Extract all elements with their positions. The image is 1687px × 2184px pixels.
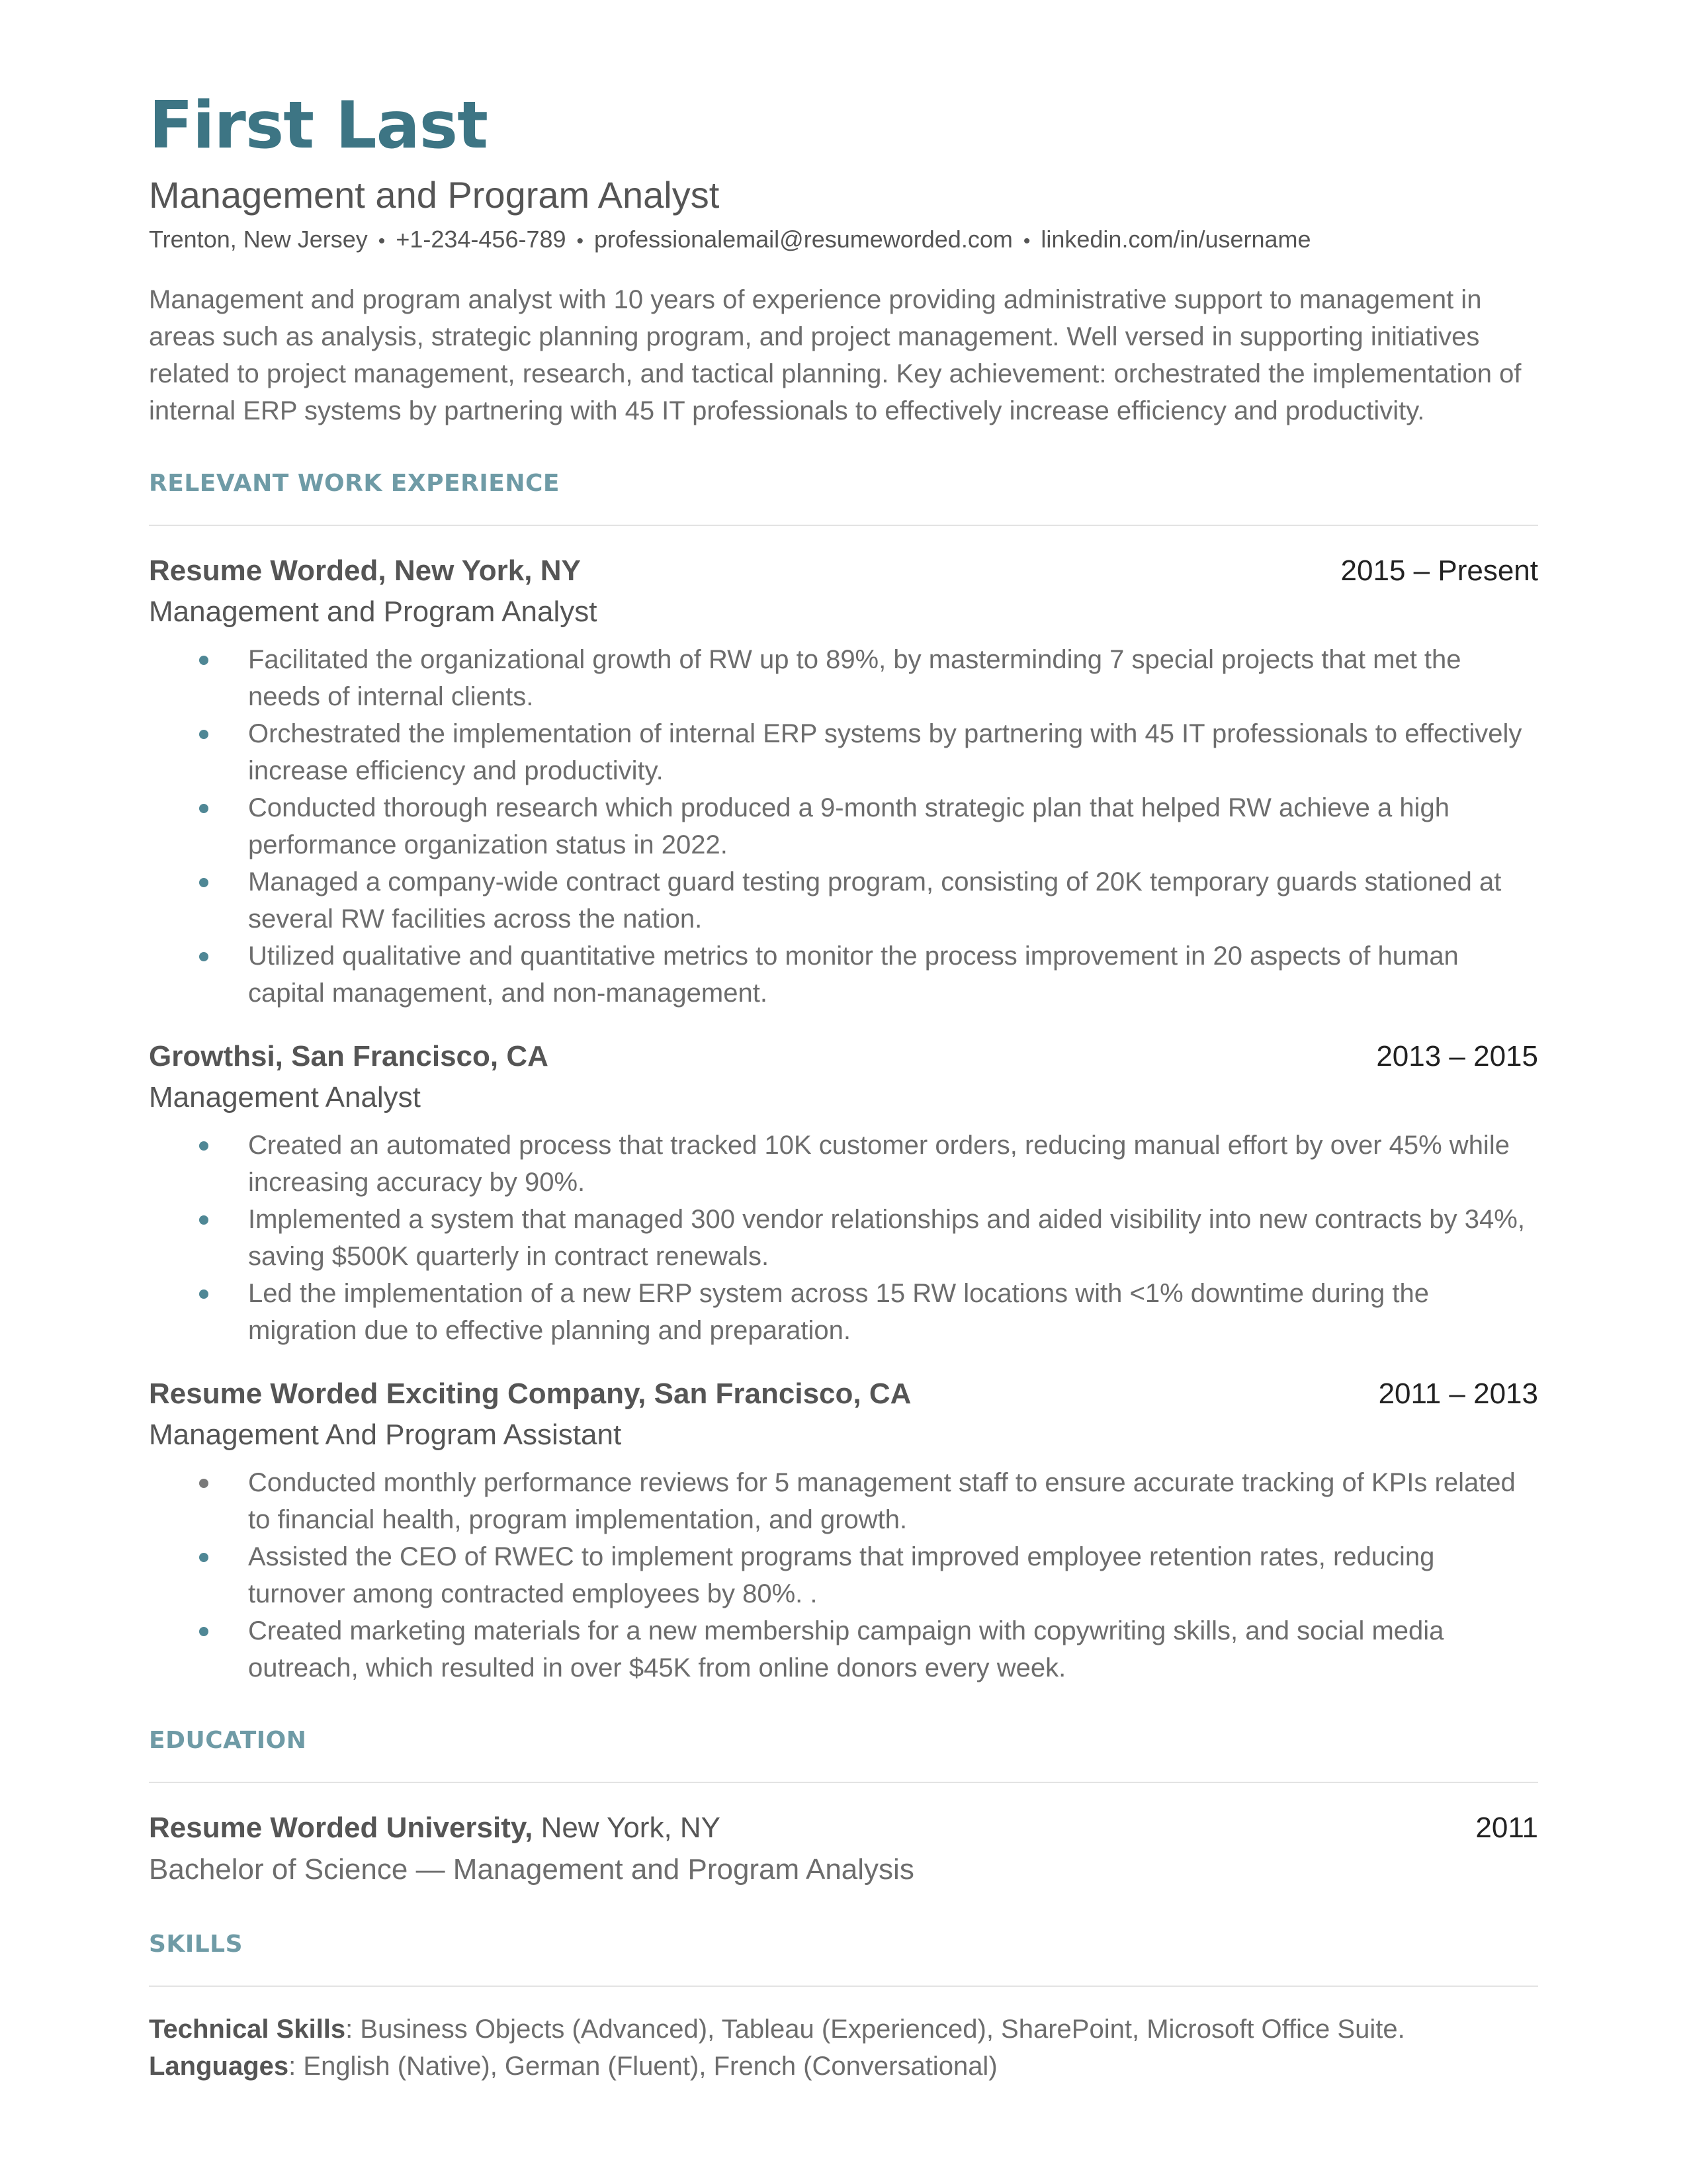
skills-technical-label: Technical Skills: [149, 2015, 346, 2044]
bullet-item: Facilitated the organizational growth of RW up to 89%, by masterminding 7 special projects that met the needs of internal clients.: [149, 641, 1538, 715]
candidate-title: Management and Program Analyst: [149, 174, 720, 216]
bullet-item: Utilized qualitative and quantitative metrics to monitor the process improvement in 20 aspects of human capital management, and non-management.: [149, 938, 1538, 1012]
section-divider: [149, 525, 1538, 526]
skills-block: [149, 2011, 1538, 2085]
education-degree: Bachelor of Science — Management and Program Analysis: [149, 1853, 914, 1886]
bullet-dot-icon: [199, 656, 208, 665]
bullet-dot-icon: [199, 878, 208, 887]
skills-technical: [149, 2011, 1538, 2048]
section-title-education: EDUCATION: [149, 1727, 307, 1754]
bullet-item: Led the implementation of a new ERP system across 15 RW locations with <1% downtime during the migration due to effective planning and preparation.: [149, 1275, 1538, 1349]
contact-separator: •: [576, 230, 584, 252]
section-title-experience: RELEVANT WORK EXPERIENCE: [149, 470, 560, 497]
contact-line: [149, 220, 1538, 261]
education-school: Resume Worded University,: [149, 1812, 533, 1844]
bullet-item: Conducted thorough research which produced a 9-month strategic plan that helped RW achieve a high performance organization status in 2022.: [149, 789, 1538, 863]
bullet-item: Created an automated process that tracked 10K customer orders, reducing manual effort by over 45% while increasing accuracy by 90%.: [149, 1127, 1538, 1201]
contact-email[interactable]: professionalemail@resumeworded.com: [594, 226, 1013, 253]
bullet-item: Managed a company-wide contract guard testing program, consisting of 20K temporary guards stationed at several RW facilities across the nation.: [149, 863, 1538, 938]
job-dates: 2015 – Present: [1340, 554, 1538, 587]
job-bullets: [149, 1464, 1538, 1686]
bullet-item: Implemented a system that managed 300 vendor relationships and aided visibility into new contracts by 34%, saving $500K quarterly in contract renewals.: [149, 1201, 1538, 1275]
job-company: Resume Worded Exciting Company, San Francisco, CA: [149, 1377, 912, 1410]
contact-separator: •: [378, 230, 386, 252]
job-company: Growthsi, San Francisco, CA: [149, 1040, 548, 1072]
job-bullets: [149, 1127, 1538, 1349]
job-entry: [149, 550, 1538, 1012]
bullet-dot-icon: [199, 1141, 208, 1151]
section-divider: [149, 1986, 1538, 1987]
bullet-item: Created marketing materials for a new membership campaign with copywriting skills, and social media outreach, which resulted in over $45K from online donors every week.: [149, 1612, 1538, 1686]
section-divider: [149, 1782, 1538, 1783]
job-dates: 2013 – 2015: [1376, 1040, 1538, 1072]
bullet-dot-icon: [199, 1215, 208, 1225]
education-year: 2011: [1475, 1812, 1538, 1844]
job-role: Management and Program Analyst: [149, 595, 597, 628]
skills-languages-label: Languages: [149, 2052, 289, 2081]
contact-separator: •: [1023, 230, 1031, 252]
education-location: New York, NY: [541, 1812, 721, 1844]
bullet-dot-icon: [199, 1289, 208, 1299]
section-title-skills: SKILLS: [149, 1931, 243, 1958]
contact-phone: +1-234-456-789: [396, 226, 566, 253]
contact-location: Trenton, New Jersey: [149, 226, 368, 253]
skills-languages: [149, 2048, 1538, 2085]
bullet-item: Conducted monthly performance reviews for 5 management staff to ensure accurate tracking of KPIs related to financial health, program implementation, and growth.: [149, 1464, 1538, 1538]
contact-linkedin[interactable]: linkedin.com/in/username: [1041, 226, 1311, 253]
job-role: Management And Program Assistant: [149, 1419, 622, 1451]
bullet-dot-icon: [199, 1479, 208, 1488]
bullet-dot-icon: [199, 1553, 208, 1562]
resume-page: [149, 79, 1538, 2085]
skills-languages-value: : English (Native), German (Fluent), French (Conversational): [288, 2052, 998, 2081]
education-entry: [149, 1807, 1538, 1849]
job-entry: [149, 1035, 1538, 1349]
bullet-dot-icon: [199, 804, 208, 813]
bullet-dot-icon: [199, 1627, 208, 1636]
summary-paragraph: Management and program analyst with 10 years of experience providing administrative support to management in areas such as analysis, strategic planning program, and project management. Well versed in supporting initiatives related to project management, research, and tactical planning. Key achievement: orchestrated the implementation of internal ERP systems by partnering with 45 IT professionals to effectively increase efficiency and productivity.: [149, 285, 1522, 425]
bullet-dot-icon: [199, 952, 208, 961]
bullet-dot-icon: [199, 730, 208, 739]
job-bullets: [149, 641, 1538, 1012]
candidate-name: First Last: [149, 88, 488, 163]
job-role: Management Analyst: [149, 1081, 421, 1114]
skills-technical-value: : Business Objects (Advanced), Tableau (Experienced), SharePoint, Microsoft Office Suite.: [345, 2015, 1405, 2044]
job-dates: 2011 – 2013: [1378, 1377, 1538, 1410]
bullet-item: Orchestrated the implementation of internal ERP systems by partnering with 45 IT professionals to effectively increase efficiency and productivity.: [149, 715, 1538, 789]
job-entry: [149, 1373, 1538, 1686]
bullet-item: Assisted the CEO of RWEC to implement programs that improved employee retention rates, reducing turnover among contracted employees by 80%. .: [149, 1538, 1538, 1612]
job-company: Resume Worded, New York, NY: [149, 554, 581, 587]
